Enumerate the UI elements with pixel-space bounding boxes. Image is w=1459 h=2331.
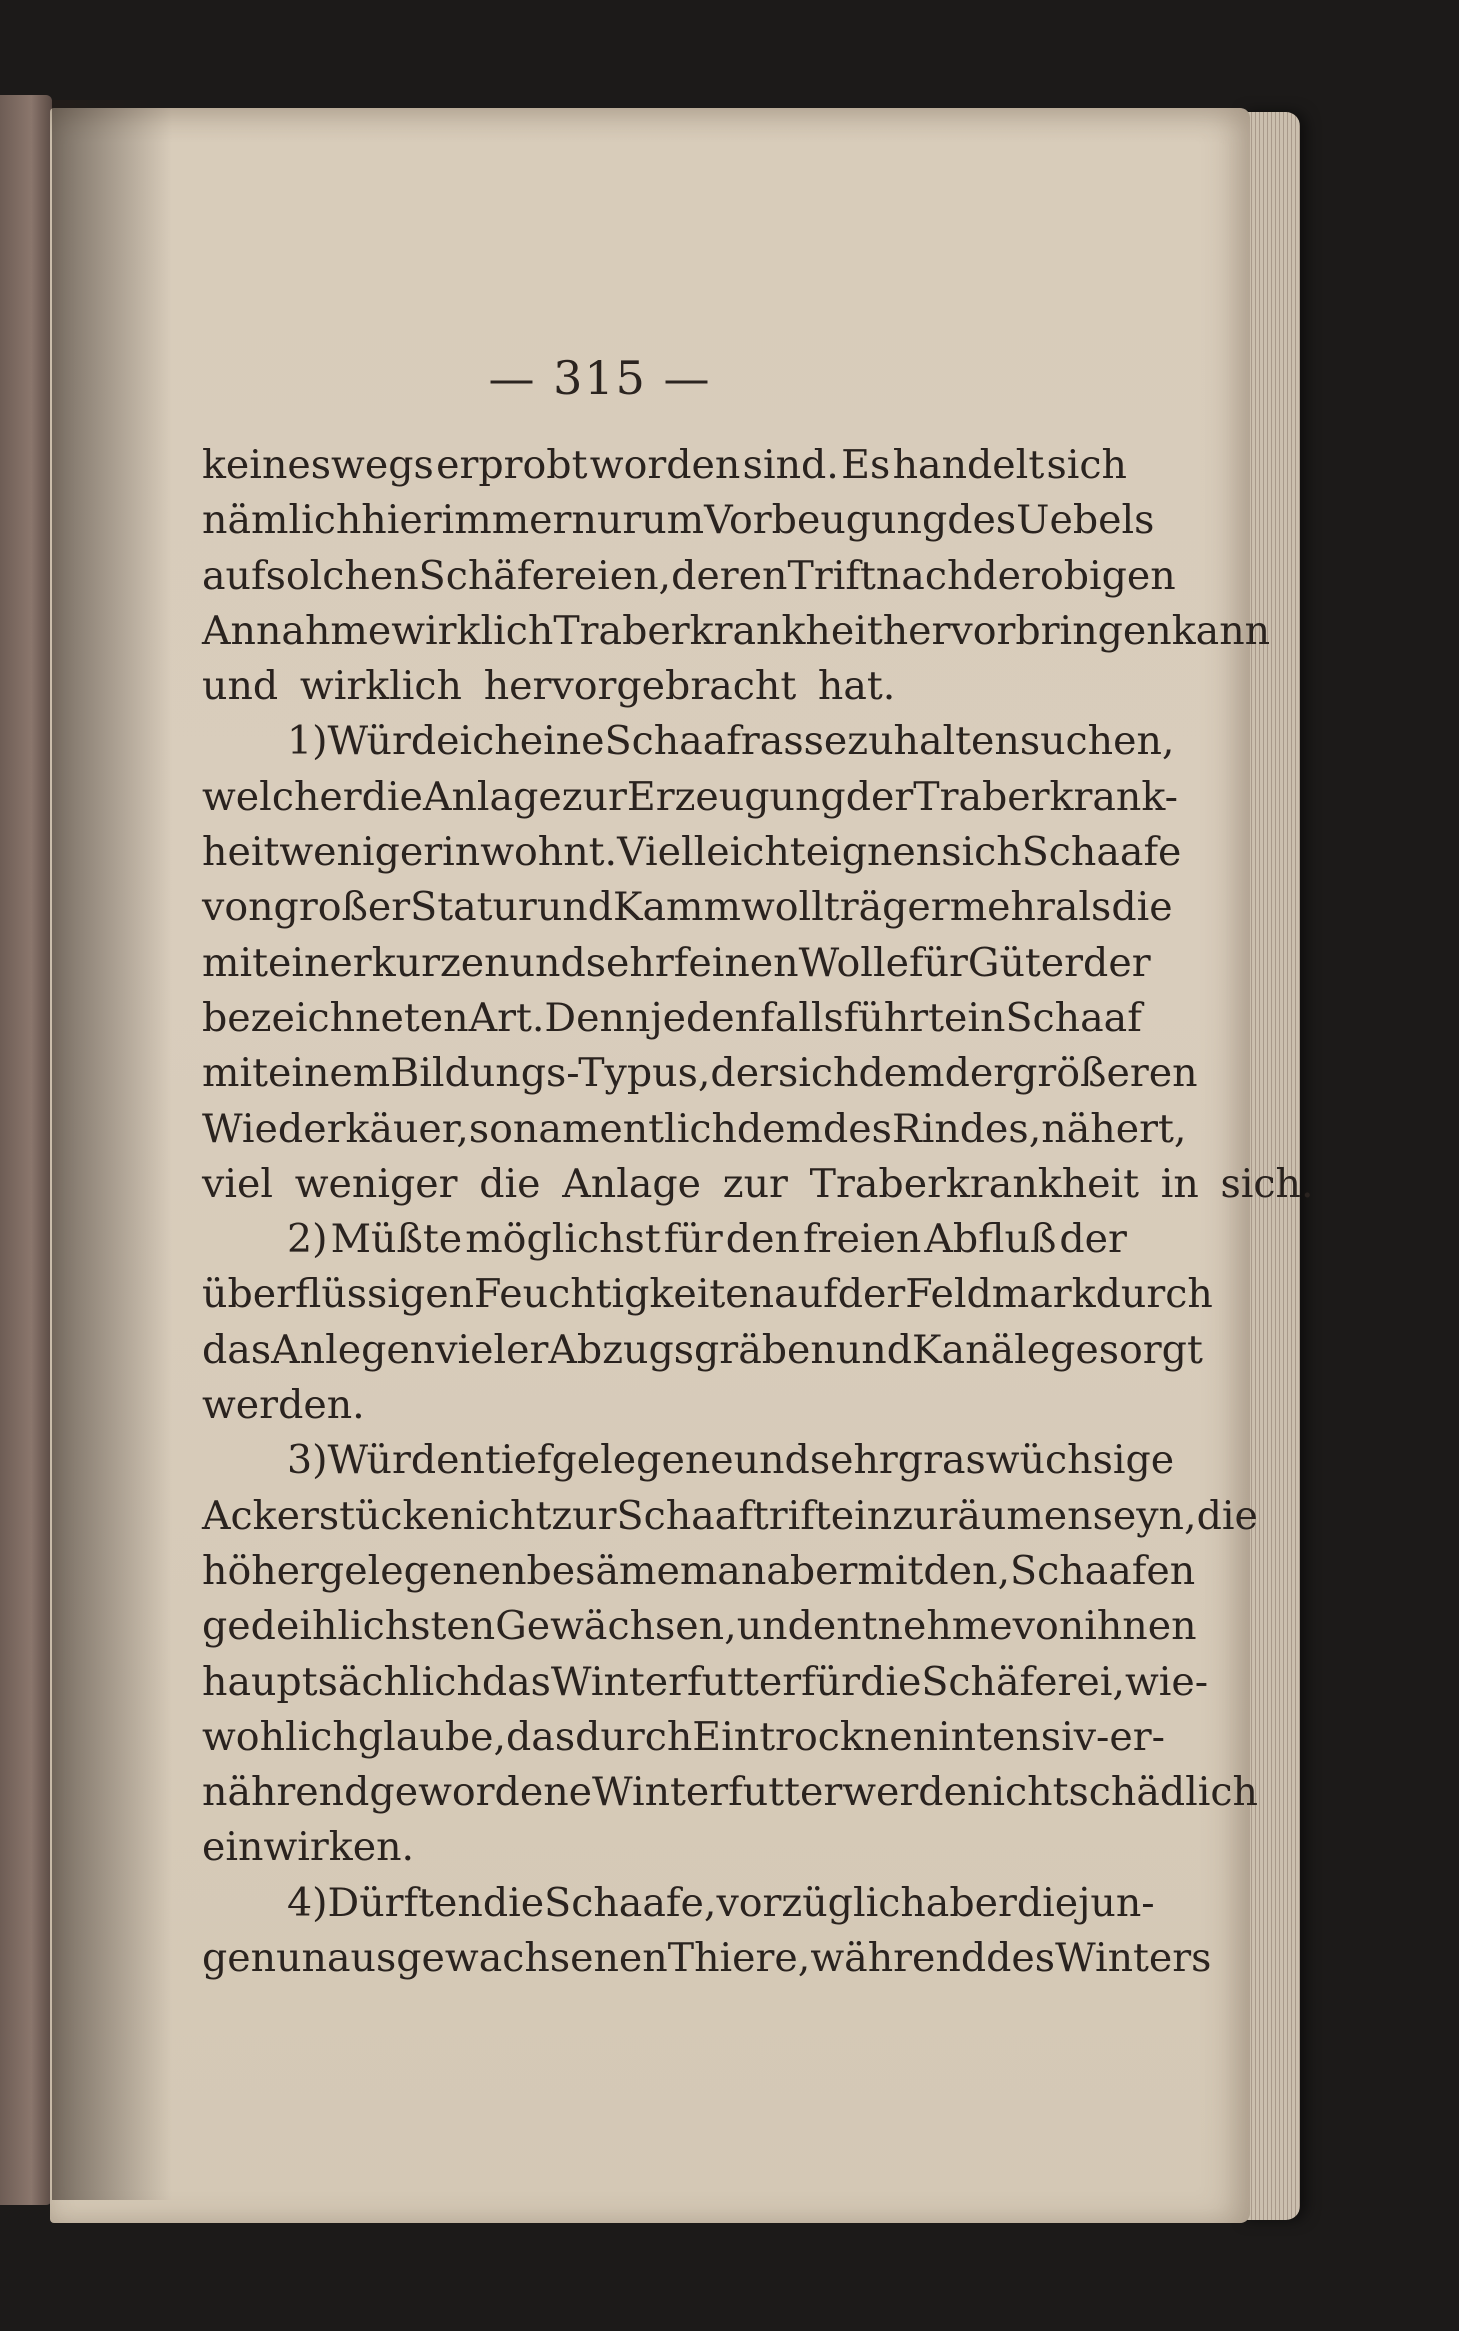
body-text xyxy=(202,438,1314,1986)
text-line: keineswegs erprobt worden sind. Es handelt sich xyxy=(202,442,1127,488)
text-line: Wiederkäuer, so namentlich dem des Rindes, nähert, xyxy=(202,1105,1187,1152)
text-line: mit einer kurzen und sehr feinen Wolle für Güter der xyxy=(202,939,1151,986)
text-line: 2) Müßte möglichst für den freien Abfluß der xyxy=(287,1216,1127,1263)
text-line: 1) Würde ich eine Schaafrasse zu halten suchen, xyxy=(287,718,1175,765)
text-line: mit einem Bildungs-Typus, der sich dem der größeren xyxy=(202,1050,1198,1097)
text-line: viel weniger die Anlage zur Traberkrankheit in sich. xyxy=(202,1160,1314,1207)
text-line: höher gelegenen besäme man aber mit den, Schaafen xyxy=(202,1547,1196,1594)
text-line: das Anlegen vieler Abzugsgräben und Kanäle gesorgt xyxy=(202,1326,1203,1373)
text-line: nämlich hier immer nur um Vorbeugung des Uebels xyxy=(202,497,1155,544)
text-line: auf solchen Schäfereien, deren Trift nach der obigen xyxy=(202,552,1176,599)
text-line: 3) Würden tief gelegene und sehr graswüchsige xyxy=(287,1437,1175,1484)
text-line: nährend gewordene Winterfutter werde nicht schädlich xyxy=(202,1769,1258,1816)
text-line: wohl ich glaube, das durch Eintrocknen intensiv-er- xyxy=(202,1713,1165,1760)
text-line: gedeihlichsten Gewächsen, und entnehme von ihnen xyxy=(202,1603,1197,1650)
text-line: 4) Dürften die Schaafe, vorzüglich aber die jun- xyxy=(287,1879,1155,1926)
text-line: und wirklich hervorgebracht hat. xyxy=(202,663,896,710)
text-line: von großer Statur und Kammwollträger mehr als die xyxy=(202,884,1173,931)
text-line: Annahme wirklich Traberkrankheit hervorbringen kann xyxy=(202,607,1271,654)
text-line: heit weniger inwohnt. Vielleicht eignen sich Schaafe xyxy=(202,829,1182,876)
text-line: werden. xyxy=(202,1382,365,1429)
text-line: Ackerstücke nicht zur Schaaftrift einzuräumen seyn, die xyxy=(202,1492,1258,1539)
book-page xyxy=(50,108,1314,2223)
text-line: überflüssigen Feuchtigkeiten auf der Feldmark durch xyxy=(202,1271,1213,1318)
text-line: gen unausgewachsenen Thiere, während des Winters xyxy=(202,1935,1212,1982)
left-page-edge xyxy=(0,95,52,2205)
text-line: welcher die Anlage zur Erzeugung der Traberkrank- xyxy=(202,773,1178,820)
text-line: bezeichneten Art. Denn jedenfalls führt ein Schaaf xyxy=(202,994,1142,1041)
text-line: hauptsächlich das Winterfutter für die Schäferei, wie- xyxy=(202,1658,1209,1705)
page-number: — 315 — xyxy=(488,351,712,405)
text-line: einwirken. xyxy=(202,1824,415,1871)
